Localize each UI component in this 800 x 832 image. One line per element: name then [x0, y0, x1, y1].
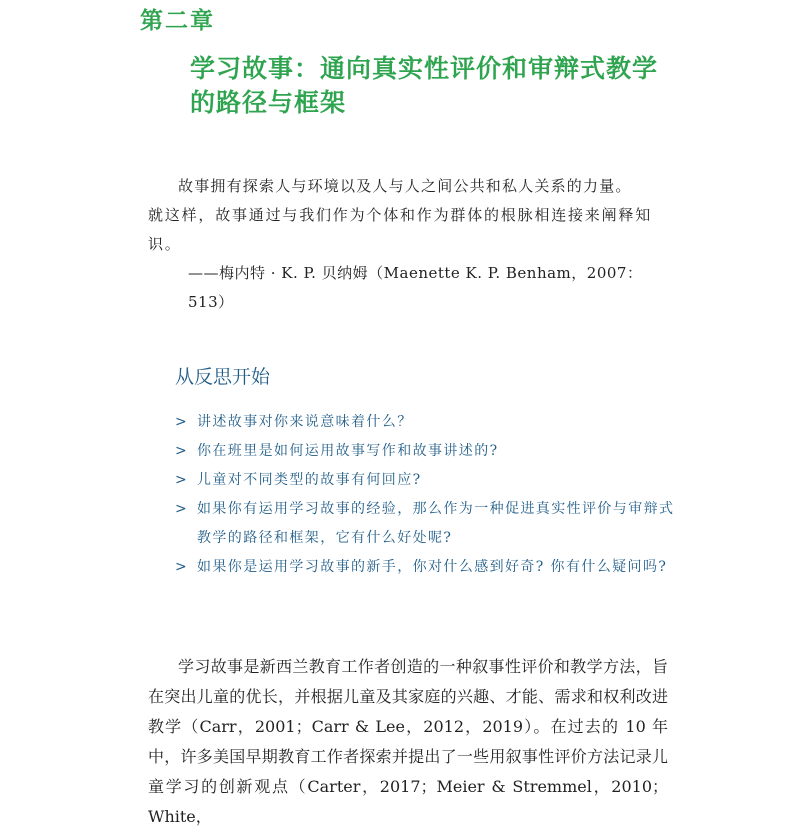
question-text: 你在班里是如何运用故事写作和故事讲述的?: [197, 443, 499, 459]
question-text: 儿童对不同类型的故事有何回应?: [197, 472, 422, 488]
list-item: [175, 408, 675, 437]
chevron-right-icon: >: [175, 559, 189, 575]
chevron-right-icon: >: [175, 414, 189, 430]
list-item: [175, 466, 675, 495]
list-item: [175, 437, 675, 466]
chevron-right-icon: >: [175, 472, 189, 488]
epigraph-attribution: ——梅内特 · K. P. 贝纳姆（Maenette K. P. Benham，2007：513）: [188, 264, 643, 311]
chevron-right-icon: >: [175, 443, 189, 459]
question-text: 如果你是运用学习故事的新手，你对什么感到好奇? 你有什么疑问吗?: [197, 559, 668, 575]
list-item: [175, 553, 675, 582]
reflection-questions-list: [175, 408, 675, 582]
epigraph-line-2: 就这样，故事通过与我们作为个体和作为群体的根脉相连接来阐释知识。: [148, 206, 653, 253]
list-item: [175, 495, 675, 553]
section-heading: 从反思开始: [175, 366, 271, 388]
epigraph: [148, 172, 668, 317]
question-text: 讲述故事对你来说意味着什么？: [197, 414, 413, 430]
epigraph-line-1: 故事拥有探索人与环境以及人与人之间公共和私人关系的力量。: [178, 177, 632, 195]
chapter-title: 学习故事：通向真实性评价和审辩式教学的路径与框架: [190, 54, 659, 117]
question-text: 如果你有运用学习故事的经验，那么作为一种促进真实性评价与审辩式教学的路径和框架，它有什么好处呢?: [197, 501, 675, 546]
body-paragraph: 学习故事是新西兰教育工作者创造的一种叙事性评价和教学方法，旨在突出儿童的优长，并根据儿童及其家庭的兴趣、才能、需求和权利改进教学（Carr，2001；Carr & Lee，2012，2019）。在过去的 10 年中，许多美国早期教育工作者探索并提出了一些用叙事性评价方法记录儿童学习的创新观点（Carter，2017；Meier & Stremmel，2010；White，: [148, 657, 668, 826]
chevron-right-icon: >: [175, 501, 189, 517]
chapter-label: 第二章: [140, 8, 215, 34]
